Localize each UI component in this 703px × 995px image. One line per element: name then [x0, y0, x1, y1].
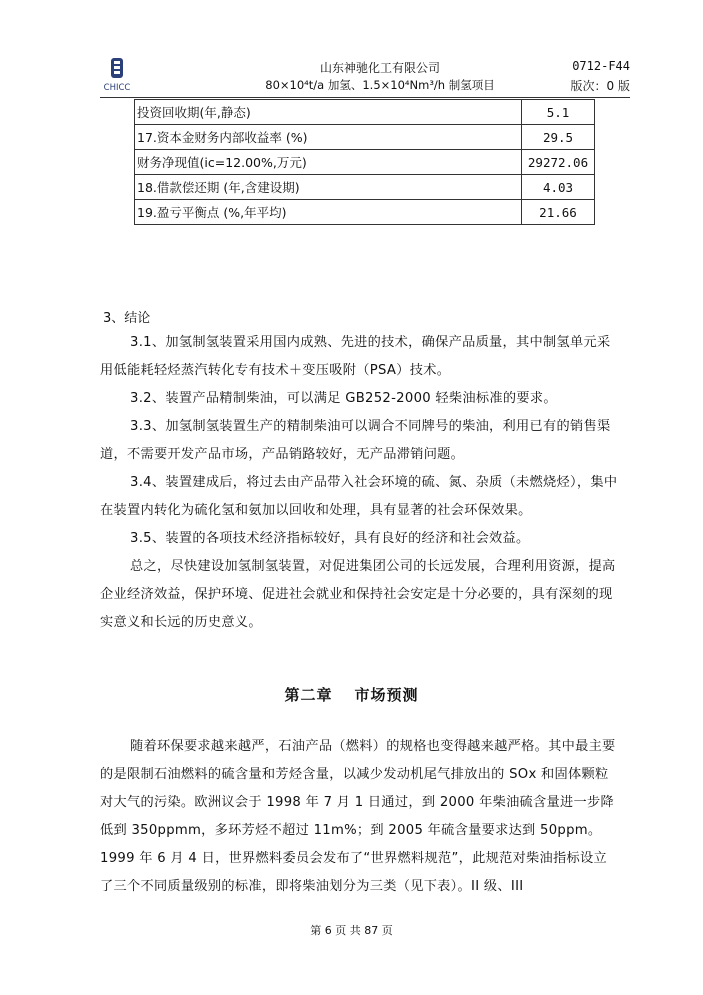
row-label: 19.盈亏平衡点 (%,年平均)	[135, 200, 522, 225]
table-row	[135, 175, 595, 200]
chapter-number: 第二章	[284, 686, 333, 704]
logo-text: CHICC	[103, 83, 131, 93]
document-code: 0712-F44	[572, 59, 630, 73]
paragraph-3-2: 3.2、装置产品精制柴油，可以满足 GB252-2000 轻柴油标准的要求。	[130, 391, 557, 406]
paragraph-market: 随着环保要求越来越严，石油产品（燃料）的规格也变得越来越严格。其中最主要的是限制石油燃料的硫含量和芳烃含量，以减少发动机尾气排放出的 SOx 和固体颗粒对大气的污染。欧洲议会于 1998 年 7 月 1 日通过，到 2000 年柴油硫含量进一步降低到 350ppmm，多环芳烃不超过 11m%；到 2005 年硫含量要求达到 50ppm。1999 年 6 月 4 日，世界燃料委员会发布了“世界燃料规范”，此规范对柴油指标设立了三个不同质量级别的标准，即将柴油划分为三类（见下表）。II 级、III	[100, 739, 616, 894]
table-row	[135, 150, 595, 175]
paragraph-summary: 总之，尽快建设加氢制氢装置，对促进集团公司的长远发展，合理利用资源，提高企业经济效益，保护环境、促进社会就业和保持社会安定是十分必要的，具有深刻的现实意义和长远的历史意义。	[100, 559, 616, 630]
document-version: 版次：0 版	[570, 79, 630, 93]
project-name: 80×10⁴t/a 加氢、1.5×10⁴Nm³/h 制氢项目	[265, 78, 495, 92]
company-name: 山东神驰化工有限公司	[319, 61, 440, 75]
row-label: 财务净现值(ic=12.00%,万元)	[135, 150, 522, 175]
row-label: 17.资本金财务内部收益率 (%)	[135, 125, 522, 150]
company-logo	[100, 57, 134, 95]
row-value: 29.5	[522, 125, 595, 150]
paragraph-3-5: 3.5、装置的各项技术经济指标较好，具有良好的经济和社会效益。	[130, 531, 530, 546]
row-value: 29272.06	[522, 150, 595, 175]
section-title: 3、结论	[103, 311, 151, 326]
row-value: 5.1	[522, 100, 595, 125]
paragraph-3-4: 3.4、装置建成后，将过去由产品带入社会环境的硫、氮、杂质（未燃烧烃），集中在装置内转化为硫化氢和氨加以回收和处理，具有显著的社会环保效果。	[100, 475, 618, 518]
financial-indicators-table	[134, 99, 595, 225]
table-row	[135, 200, 595, 225]
row-label: 18.借款偿还期 (年,含建设期)	[135, 175, 522, 200]
table-row	[135, 125, 595, 150]
page-header	[100, 55, 630, 98]
chapter-title: 市场预测	[354, 686, 419, 704]
row-value: 21.66	[522, 200, 595, 225]
row-value: 4.03	[522, 175, 595, 200]
row-label: 投资回收期(年,静态)	[135, 100, 522, 125]
table-row	[135, 100, 595, 125]
paragraph-3-1: 3.1、加氢制氢装置采用国内成熟、先进的技术，确保产品质量，其中制氢单元采用低能耗轻烃蒸汽转化专有技术＋变压吸附（PSA）技术。	[100, 335, 611, 378]
page-footer: 第 6 页 共 87 页	[310, 924, 393, 937]
paragraph-3-3: 3.3、加氢制氢装置生产的精制柴油可以调合不同牌号的柴油，利用已有的销售渠道，不需要开发产品市场，产品销路较好，无产品滞销问题。	[100, 419, 611, 462]
chapter-heading	[0, 684, 703, 705]
